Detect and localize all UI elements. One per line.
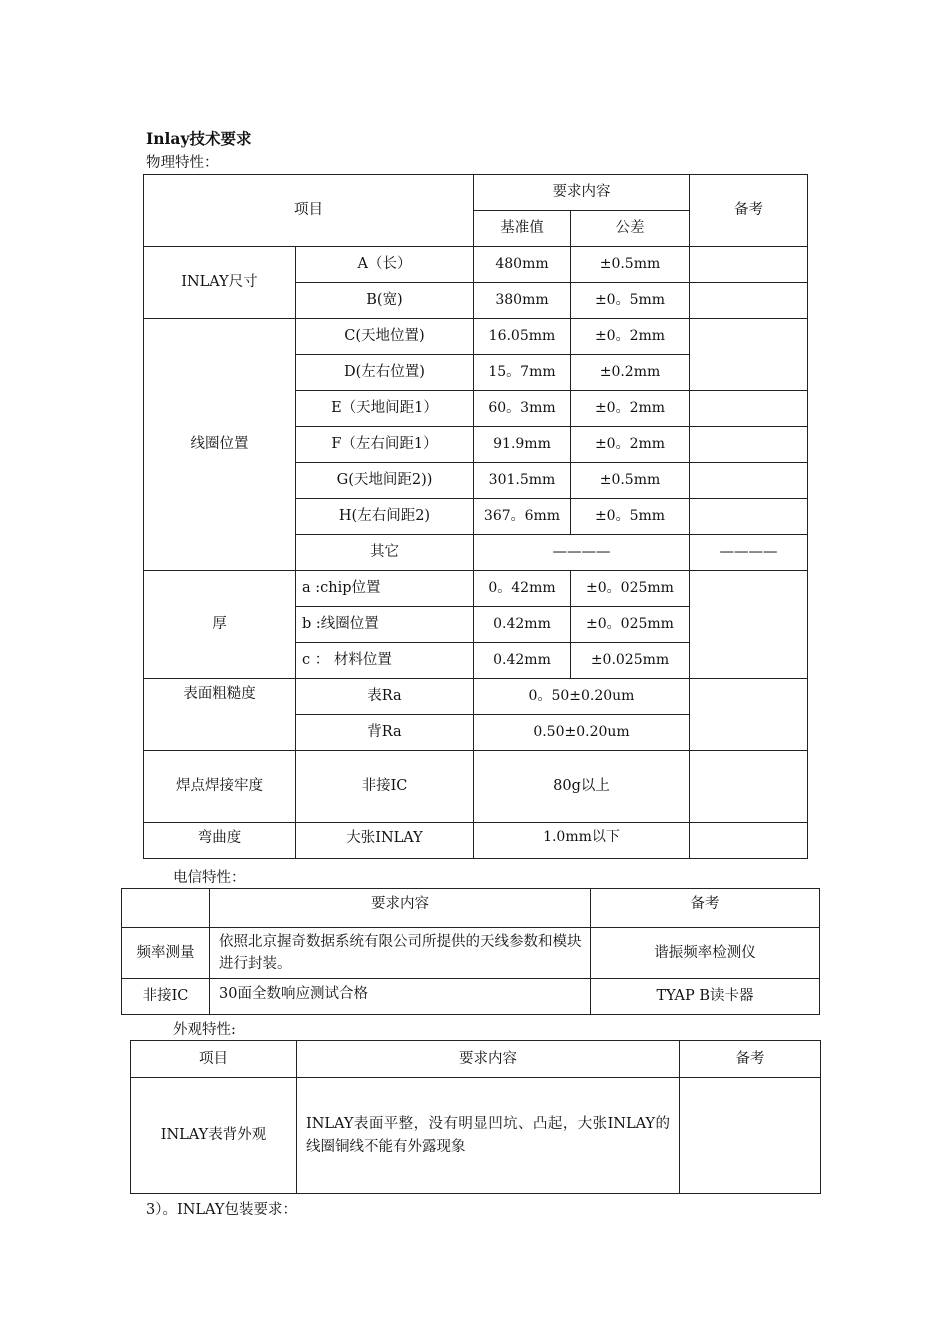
row-remark [690,427,808,463]
row-base: 301.5mm [474,463,571,499]
row-tol: ±0。5mm [571,283,690,319]
row-base: 15。7mm [474,355,571,391]
hdr-remark: 备考 [591,889,820,928]
row-remark [690,751,808,823]
telecom-heading: 电信特性： [173,870,246,886]
row-name: D(左右位置) [296,355,474,391]
row-tol: ±0。025mm [571,607,690,643]
row-remark: 谐振频率检测仪 [591,928,820,979]
row-tol: ±0。2mm [571,427,690,463]
row-base: 367。6mm [474,499,571,535]
row-req: 30面全数响应测试合格 [210,979,591,1015]
row-name: E（天地间距1） [296,391,474,427]
other-remark: ———— [690,535,808,571]
row-remark [690,679,808,751]
row-tol: ±0.2mm [571,355,690,391]
row-remark [690,571,808,679]
appearance-table [130,1040,821,1194]
hdr-req: 要求内容 [474,175,690,211]
row-remark [690,283,808,319]
row-tol: ±0。5mm [571,499,690,535]
row-item: 频率测量 [122,928,210,979]
row-base: 0.42mm [474,607,571,643]
row-base: 91.9mm [474,427,571,463]
row-name: 大张INLAY [296,823,474,859]
row-value: 80g以上 [474,751,690,823]
row-name: 其它 [296,535,474,571]
row-tol: ±0.5mm [571,247,690,283]
hdr-req: 要求内容 [297,1041,680,1078]
row-name: 非接IC [296,751,474,823]
row-item: INLAY表背外观 [131,1078,297,1194]
group-weld: 焊点焊接牢度 [144,751,296,823]
hdr-tol: 公差 [571,211,690,247]
row-base: 60。3mm [474,391,571,427]
row-name: F（左右间距1） [296,427,474,463]
hdr-item: 项目 [144,175,474,247]
row-req: 依照北京握奇数据系统有限公司所提供的天线参数和模块进行封装。 [210,928,591,979]
row-remark [690,247,808,283]
row-name: c ： 材料位置 [296,643,474,679]
row-value: 0.50±0.20um [474,715,690,751]
group-coil: 线圈位置 [144,319,296,571]
row-base: 16.05mm [474,319,571,355]
row-base: 0。42mm [474,571,571,607]
row-name: a :chip位置 [296,571,474,607]
physical-heading: 物理特性： [146,155,219,171]
group-size: INLAY尺寸 [144,247,296,319]
row-tol: ±0。025mm [571,571,690,607]
row-item: 非接IC [122,979,210,1015]
row-value: 1.0mm以下 [474,823,690,859]
row-remark [690,319,808,391]
hdr-req: 要求内容 [210,889,591,928]
hdr-remark: 备考 [690,175,808,247]
row-remark [690,823,808,859]
row-name: G(天地间距2)) [296,463,474,499]
hdr-base: 基准值 [474,211,571,247]
doc-title: Inlay技术要求 [146,129,252,148]
row-name: b :线圈位置 [296,607,474,643]
row-remark [680,1078,821,1194]
row-tol: ±0。2mm [571,391,690,427]
appearance-heading: 外观特性: [173,1022,236,1038]
row-name: H(左右间距2) [296,499,474,535]
row-name: 背Ra [296,715,474,751]
packaging-heading: 3）。INLAY包装要求： [146,1202,297,1218]
hdr-item [122,889,210,928]
telecom-table [121,888,820,1015]
row-name: A（长） [296,247,474,283]
physical-table [143,174,808,859]
row-tol: ±0。2mm [571,319,690,355]
row-base: 380mm [474,283,571,319]
row-name: B(宽) [296,283,474,319]
group-roughness: 表面粗糙度 [144,679,296,751]
row-base: 0.42mm [474,643,571,679]
group-bend: 弯曲度 [144,823,296,859]
row-tol: ±0.5mm [571,463,690,499]
other-value: ———— [474,535,690,571]
row-name: C(天地位置) [296,319,474,355]
row-req: INLAY表面平整，没有明显凹坑、凸起，大张INLAY的线圈铜线不能有外露现象 [297,1078,680,1194]
row-tol: ±0.025mm [571,643,690,679]
row-remark [690,499,808,535]
row-remark [690,391,808,427]
row-remark [690,463,808,499]
row-base: 480mm [474,247,571,283]
group-thickness: 厚 [144,571,296,679]
row-value: 0。50±0.20um [474,679,690,715]
row-remark: TYAP B读卡器 [591,979,820,1015]
hdr-item: 项目 [131,1041,297,1078]
hdr-remark: 备考 [680,1041,821,1078]
row-name: 表Ra [296,679,474,715]
